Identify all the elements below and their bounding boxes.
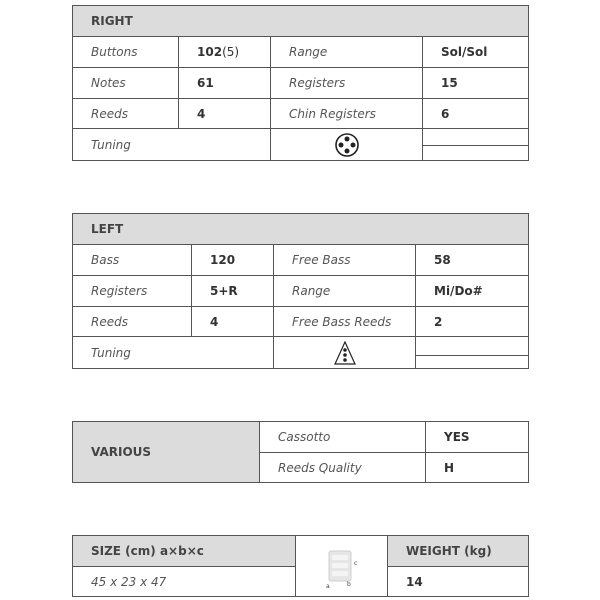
size-diagram-cell [296,536,387,596]
cassotto-value: YES [444,430,470,444]
chin-registers-value: 6 [441,106,450,121]
cassotto-label: Cassotto [278,430,331,444]
various-title: VARIOUS [73,422,259,482]
left-range-label: Range [292,284,331,298]
left-registers-label: Registers [91,284,148,298]
dim-a-label: a [325,583,330,589]
left-reeds-value: 4 [210,314,219,329]
right-title: RIGHT [73,6,528,36]
free-bass-reeds-label: Free Bass Reeds [292,314,392,329]
buttons-label: Buttons [91,45,138,59]
left-reeds-label: Reeds [91,314,128,329]
range-value: Sol/Sol [441,45,488,59]
range-label: Range [289,45,328,59]
left-tuning-label: Tuning [91,345,131,360]
size-table [72,535,529,597]
bass-value: 120 [210,253,236,267]
weight-title: WEIGHT (kg) [388,536,528,566]
free-bass-label: Free Bass [292,253,351,267]
tuning-label: Tuning [91,137,131,152]
weight-value: 14 [406,574,423,589]
various-table [72,421,529,483]
buttons-value-main: 102 [197,45,223,59]
registers-value: 15 [441,76,458,90]
dim-c-label: c [353,560,357,567]
three-dots-triangle-icon [334,341,356,365]
reeds-label: Reeds [91,106,128,121]
size-title: SIZE (cm) a×b×c [73,536,295,566]
left-tuning-icon-cell [274,337,415,368]
buttons-value-sub: (5) [222,45,240,59]
left-title: LEFT [73,214,528,244]
free-bass-reeds-value: 2 [434,314,443,329]
chin-registers-label: Chin Registers [289,106,376,121]
buttons-value [179,37,270,67]
notes-value: 61 [197,76,214,90]
left-table [72,213,529,369]
four-dots-circle-icon [335,133,359,157]
tuning-icon-cell [271,129,422,160]
notes-label: Notes [91,76,126,90]
reeds-quality-value: H [444,460,455,475]
left-range-value: Mi/Do# [434,284,483,298]
bass-label: Bass [91,253,120,267]
right-table [72,5,529,161]
left-registers-value: 5+R [210,284,238,298]
free-bass-value: 58 [434,253,451,267]
size-value: 45 x 23 x 47 [91,574,167,589]
dim-b-label: b [346,581,351,588]
accordion-dimensions-icon [319,543,365,589]
registers-label: Registers [289,76,346,90]
reeds-quality-label: Reeds Quality [278,460,362,475]
reeds-value: 4 [197,106,206,121]
